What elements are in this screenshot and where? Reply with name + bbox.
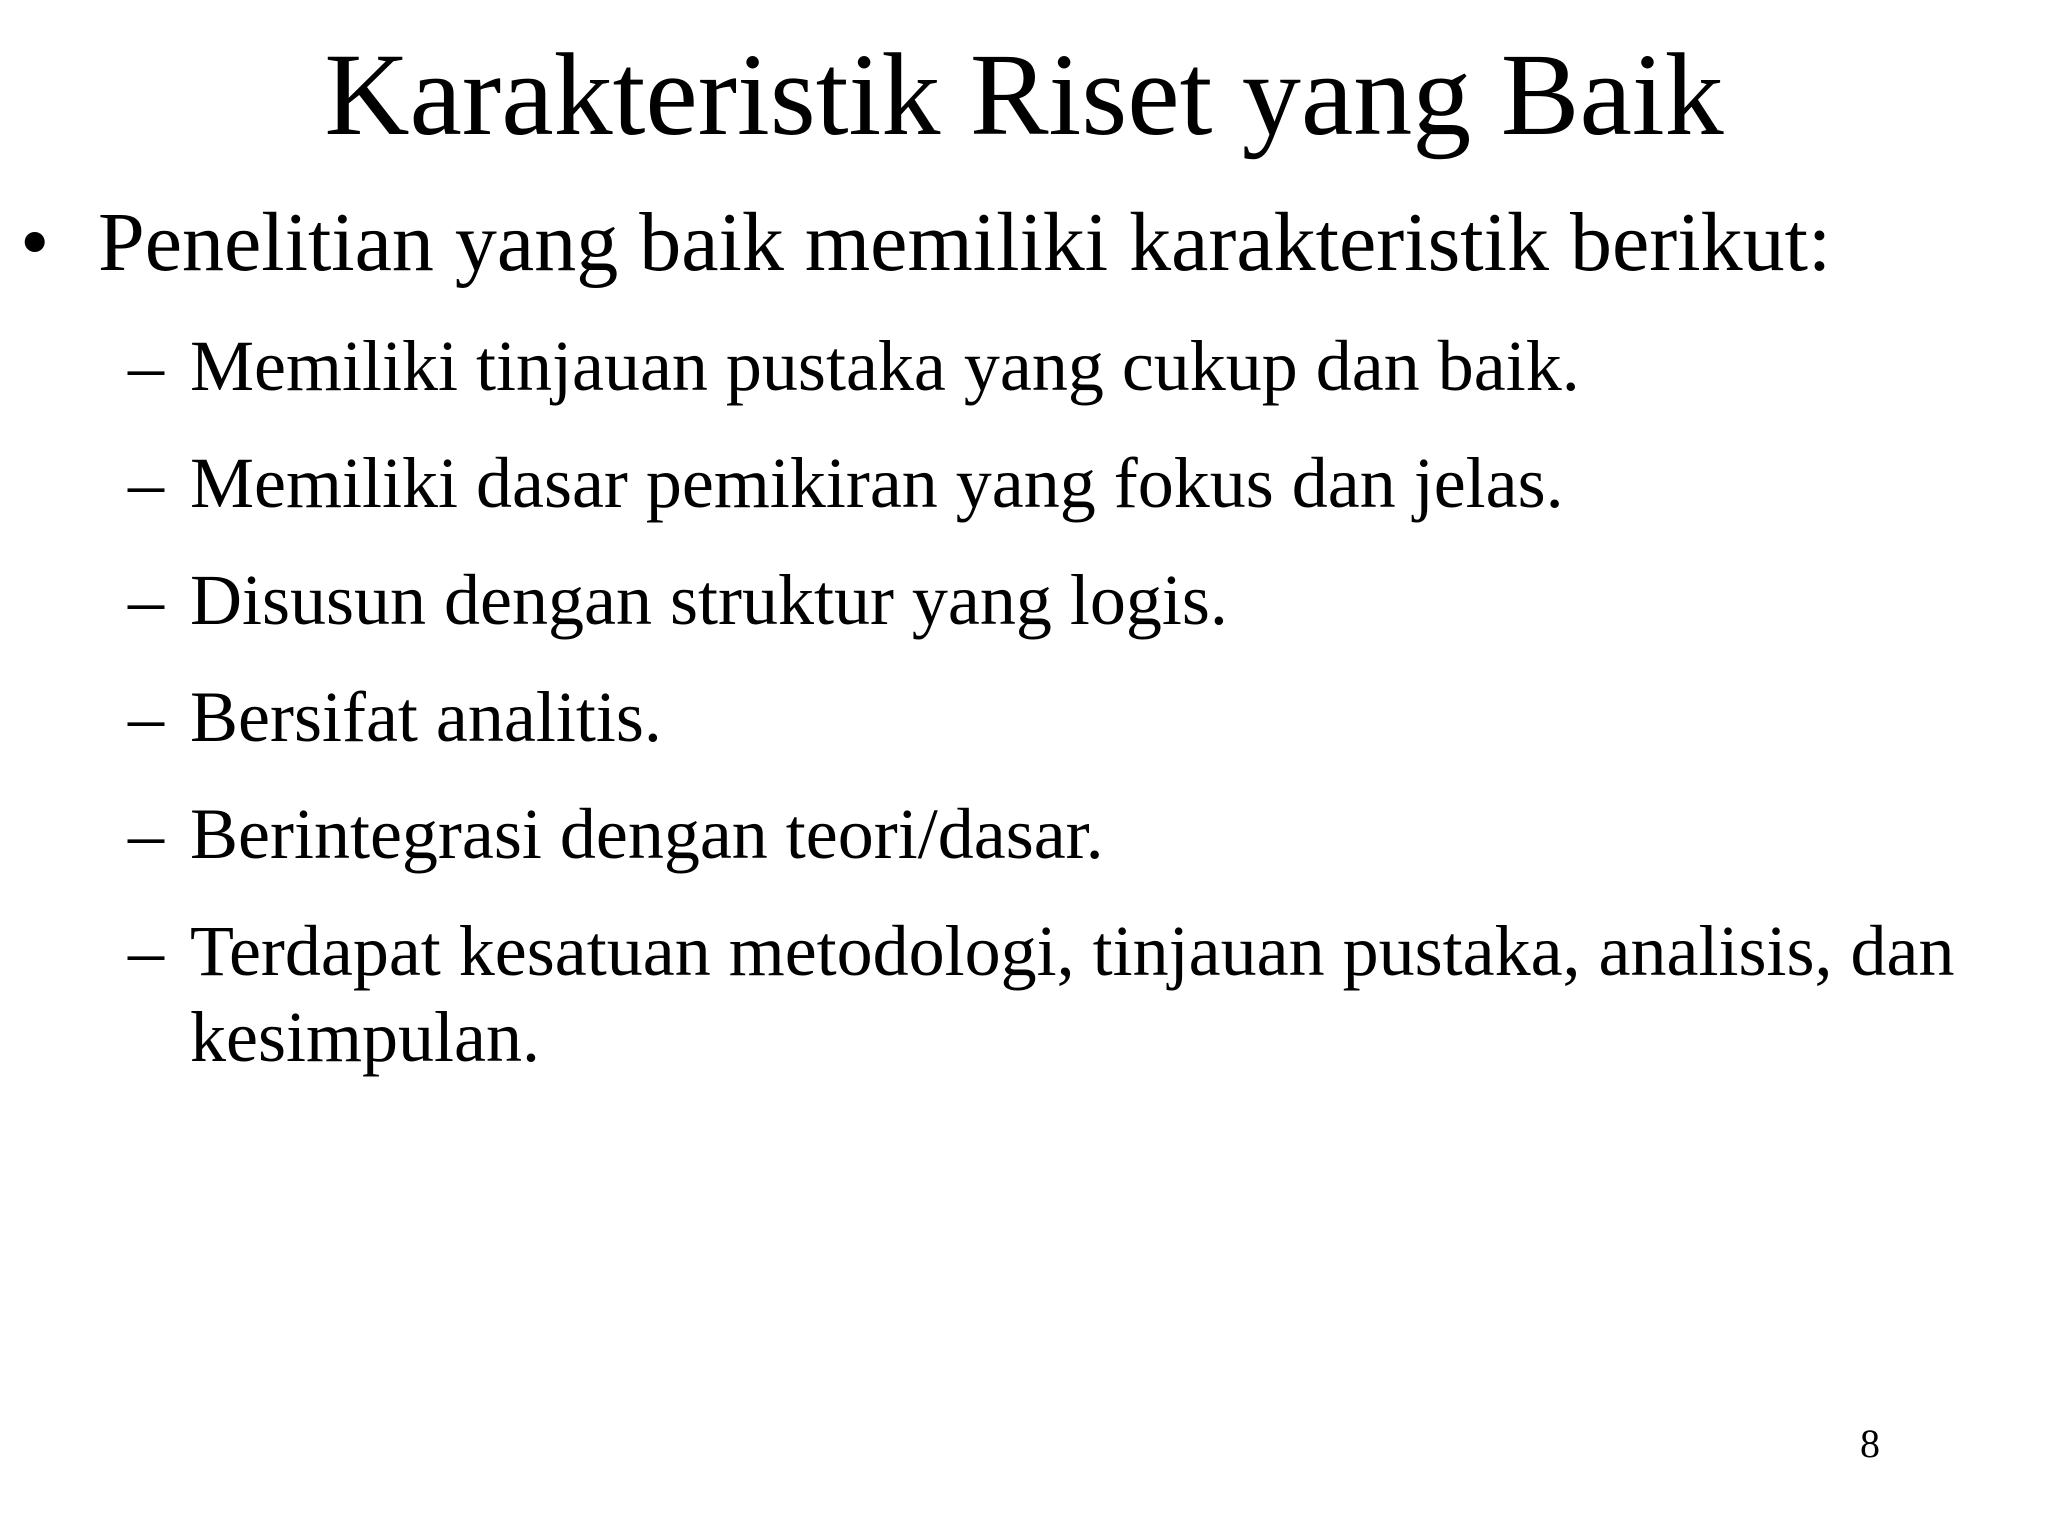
sub-point-text: Terdapat kesatuan metodologi, tinjauan pustaka, analisis, dan kesimpulan. bbox=[190, 911, 1955, 1077]
dash-marker: – bbox=[128, 560, 164, 640]
sub-point-item bbox=[128, 791, 2038, 877]
bullet-marker: • bbox=[20, 196, 50, 289]
sub-point-list bbox=[128, 323, 2038, 1111]
sub-point-item bbox=[128, 908, 2038, 1080]
sub-point-text: Bersifat analitis. bbox=[190, 677, 662, 757]
sub-point-item bbox=[128, 323, 2038, 409]
sub-point-text: Disusun dengan struktur yang logis. bbox=[190, 560, 1228, 640]
sub-point-text: Memiliki dasar pemikiran yang fokus dan jelas. bbox=[190, 443, 1564, 523]
dash-marker: – bbox=[128, 326, 164, 406]
sub-point-text: Memiliki tinjauan pustaka yang cukup dan baik. bbox=[190, 326, 1580, 406]
sub-point-item bbox=[128, 440, 2038, 526]
page-number: 8 bbox=[1860, 1421, 1880, 1466]
main-bullet-text: Penelitian yang baik memiliki karakteristik berikut: bbox=[98, 196, 1832, 289]
sub-point-item bbox=[128, 557, 2038, 643]
slide-title: Karakteristik Riset yang Baik bbox=[324, 29, 1724, 160]
dash-marker: – bbox=[128, 443, 164, 523]
sub-point-text: Berintegrasi dengan teori/dasar. bbox=[190, 794, 1104, 874]
main-bullet-point bbox=[20, 195, 2040, 291]
dash-marker: – bbox=[128, 794, 164, 874]
dash-marker: – bbox=[128, 911, 164, 991]
sub-point-item bbox=[128, 674, 2038, 760]
dash-marker: – bbox=[128, 677, 164, 757]
